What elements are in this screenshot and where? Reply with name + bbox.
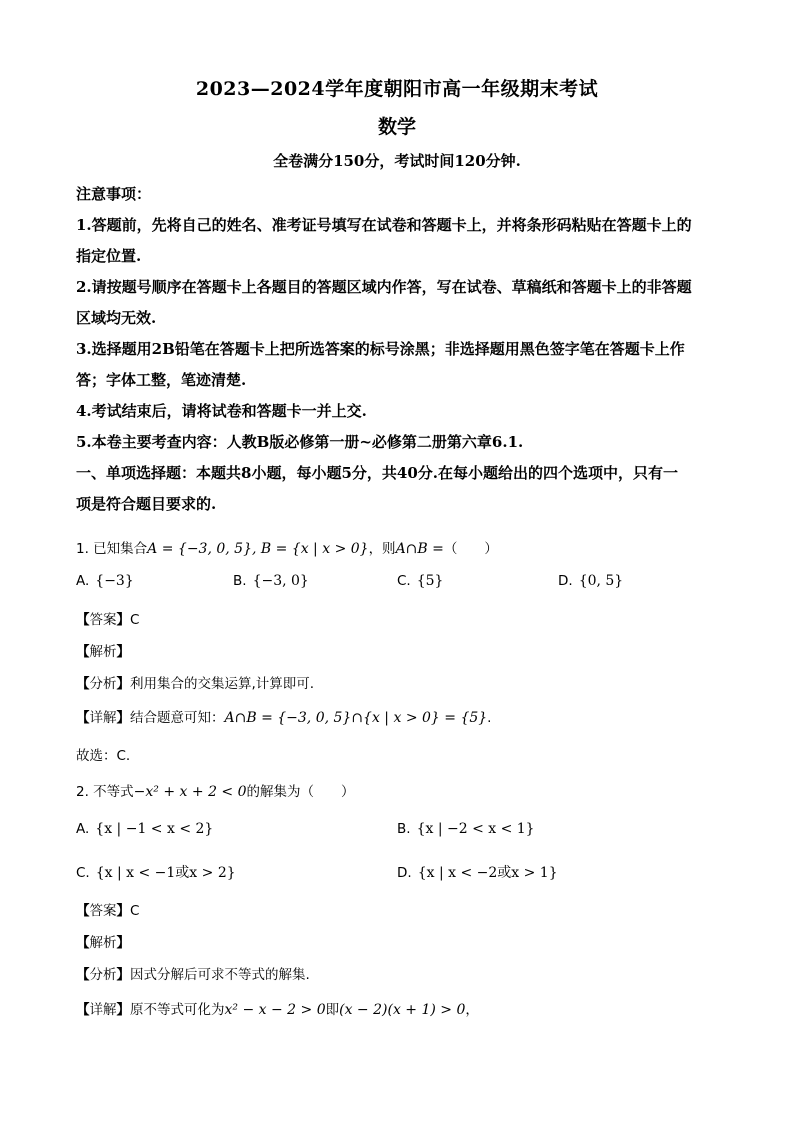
notes-heading: 注意事项：	[76, 185, 152, 203]
option-label: B.	[233, 573, 247, 589]
answer-value: C	[130, 612, 140, 628]
option-value: {−3}	[95, 573, 134, 589]
q1-option-a	[76, 573, 134, 589]
q1-option-b	[233, 573, 309, 589]
exam-title: 2023—2024学年度朝阳市高一年级期末考试	[195, 78, 599, 100]
option-value: {x | −1 < x < 2}	[95, 821, 214, 837]
full-score-note: 全卷满分150分，考试时间120分钟.	[273, 152, 521, 170]
fenxi-tag: 分析	[89, 676, 117, 692]
answer-value: C	[130, 903, 140, 919]
xiangjie-end: .	[487, 710, 492, 726]
xiangjie-math: A∩B = {−3, 0, 5}∩{x | x > 0} = {5}	[224, 710, 488, 726]
q1-option-d	[558, 573, 623, 589]
note-3-line-2: 答；字体工整，笔迹清楚.	[76, 371, 247, 389]
option-value: {x | x < −2或x > 1}	[417, 865, 558, 881]
xiangjie-mid: 即	[325, 1002, 340, 1018]
q1-stem-math: A = {−3, 0, 5}, B = {x | x > 0}	[147, 541, 369, 557]
section-1-line-2: 项是符合题目要求的.	[76, 495, 217, 513]
q1-stem-mid: ，则	[368, 541, 396, 557]
analysis-tag: 解析	[89, 935, 117, 951]
note-4: 4.考试结束后，请将试卷和答题卡一并上交.	[76, 402, 367, 420]
xiangjie-math-2: (x − 2)(x + 1) > 0	[339, 1002, 466, 1018]
q1-xiangjie: 【详解】结合题意可知：A∩B = {−3, 0, 5}∩{x | x > 0} = {5}.	[76, 710, 492, 726]
note-1-line-2: 指定位置.	[76, 247, 142, 265]
q1-stem-prefix: 1. 已知集合	[76, 541, 148, 557]
q2-analysis-tag: 【解析】	[76, 935, 130, 951]
fenxi-text: 利用集合的交集运算,计算即可.	[130, 676, 315, 692]
option-label: D.	[397, 865, 412, 881]
option-label: A.	[76, 821, 90, 837]
q1-analysis-tag: 【解析】	[76, 644, 130, 660]
fenxi-text: 因式分解后可求不等式的解集.	[130, 967, 310, 983]
note-3-line-1: 3.选择题用2B铅笔在答题卡上把所选答案的标号涂黑；非选择题用黑色签字笔在答题卡上作	[76, 340, 685, 358]
question-2-stem	[76, 780, 355, 800]
xiangjie-math: x² − x − 2 > 0	[224, 1002, 326, 1018]
note-2-line-1: 2.请按题号顺序在答题卡上各题目的答题区域内作答，写在试卷、草稿纸和答题卡上的非答题	[76, 278, 692, 296]
q1-stem-suffix: （ ）	[443, 541, 498, 557]
question-1-stem	[76, 537, 498, 557]
option-value: {−3, 0}	[252, 573, 309, 589]
q2-stem-math: −x² + x + 2 < 0	[133, 784, 247, 800]
xiangjie-end: ，	[465, 1002, 479, 1018]
option-value: {x | x < −1或x > 2}	[95, 865, 236, 881]
answer-tag: 答案	[89, 903, 117, 919]
q2-option-d	[397, 862, 558, 882]
answer-tag: 答案	[89, 612, 117, 628]
q2-answer: 【答案】C	[76, 903, 140, 919]
option-label: C.	[397, 573, 411, 589]
q2-stem-suffix: 的解集为（ ）	[246, 784, 355, 800]
analysis-tag: 解析	[89, 644, 117, 660]
option-label: C.	[76, 865, 90, 881]
q2-stem-prefix: 2. 不等式	[76, 784, 134, 800]
option-label: D.	[558, 573, 573, 589]
note-1-line-1: 1.答题前，先将自己的姓名、准考证号填写在试卷和答题卡上，并将条形码粘贴在答题卡上的	[76, 216, 692, 234]
note-5: 5.本卷主要考查内容：人教B版必修第一册~必修第二册第六章6.1.	[76, 433, 524, 451]
xiangjie-tag: 详解	[89, 710, 117, 726]
option-label: A.	[76, 573, 90, 589]
q1-answer: 【答案】C	[76, 612, 140, 628]
q1-option-c	[397, 573, 443, 589]
option-value: {0, 5}	[578, 573, 624, 589]
subject-title: 数学	[377, 116, 416, 138]
xiangjie-text: 结合题意可知：	[130, 710, 225, 726]
q1-fenxi: 【分析】利用集合的交集运算,计算即可.	[76, 676, 315, 692]
xiangjie-text: 原不等式可化为	[130, 1002, 225, 1018]
q2-xiangjie: 【详解】原不等式可化为x² − x − 2 > 0即(x − 2)(x + 1) > 0，	[76, 1002, 479, 1018]
q2-option-a	[76, 821, 213, 837]
option-value: {x | −2 < x < 1}	[416, 821, 535, 837]
q1-stem-math-2: A∩B =	[395, 541, 444, 557]
xiangjie-tag: 详解	[89, 1002, 117, 1018]
q2-option-c	[76, 862, 236, 882]
option-label: B.	[397, 821, 411, 837]
note-2-line-2: 区域均无效.	[76, 309, 157, 327]
q2-option-b	[397, 821, 535, 837]
fenxi-tag: 分析	[89, 967, 117, 983]
option-value: {5}	[416, 573, 444, 589]
q2-fenxi: 【分析】因式分解后可求不等式的解集.	[76, 967, 310, 983]
q1-choose: 故选：C.	[76, 748, 131, 764]
section-1-line-1: 一、单项选择题：本题共8小题，每小题5分，共40分.在每小题给出的四个选项中，只有一	[76, 464, 678, 482]
